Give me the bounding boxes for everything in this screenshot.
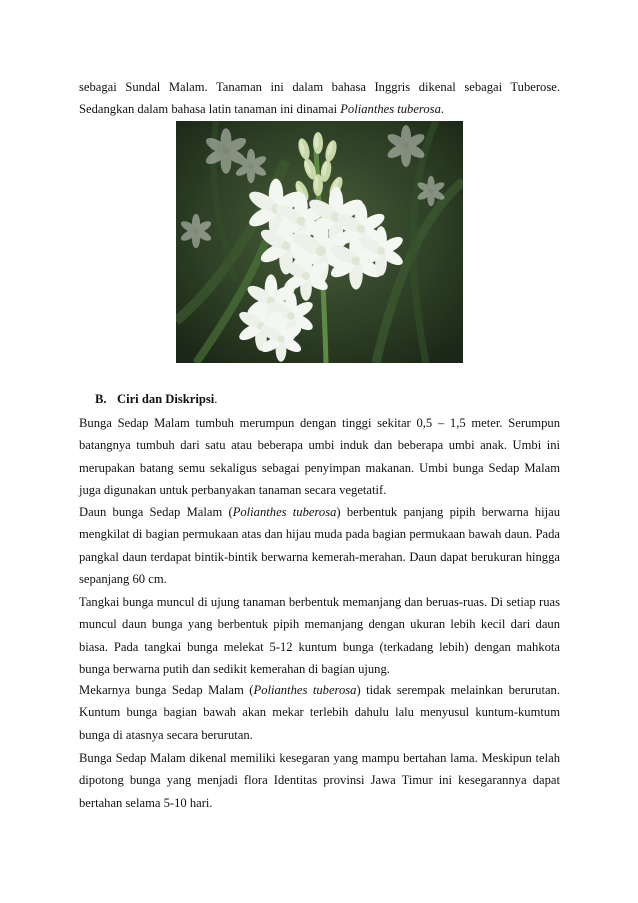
intro-paragraph xyxy=(79,76,560,121)
blooming-text-end: ) tidak serempak melainkan berurutan. Kuntum bunga bagian bawah akan mekar terlebih dahulu lalu menyusul kuntum-kumtum bunga di atasnya secara berurutan. xyxy=(79,683,560,742)
paragraph-growth: Bunga Sedap Malam tumbuh merumpun dengan tinggi sekitar 0,5 – 1,5 meter. Serumpun batangnya tumbuh dari satu atau beberapa umbi induk dan beberapa umbi anak. Umbi ini merupakan batang semu sekaligus sebagai penyimpan makanan. Umbi bunga Sedap Malam juga digunakan untuk perbanyakan tanaman secara vegetatif. xyxy=(79,416,560,498)
intro-text: sebagai Sundal Malam. Tanaman ini dalam bahasa Inggris dikenal sebagai Tuberose. Sedangkan dalam bahasa latin tanaman ini dinamai xyxy=(79,80,560,117)
paragraph-stalk: Tangkai bunga muncul di ujung tanaman berbentuk memanjang dan beruas-ruas. Di setiap ruas muncul daun bunga yang berbentuk pipih memanjang dengan ukuran lebih kecil dari daun biasa. Pada tangkai bunga melekat 5-12 kuntum bunga (terkadang lebih) dengan mahkota bunga berwarna putih dan sedikit kemerahan di bagian ujung. xyxy=(79,595,560,677)
section-heading xyxy=(95,388,217,410)
section-number: B. xyxy=(95,392,107,406)
tuberose-illustration xyxy=(176,121,463,363)
blooming-text-start: Mekarnya bunga Sedap Malam ( xyxy=(79,683,254,697)
paragraph-leaves xyxy=(79,501,560,591)
section-title-end: . xyxy=(214,392,218,406)
blooming-latin-name: Polianthes tuberosa xyxy=(253,683,357,697)
tuberose-photo xyxy=(176,121,463,363)
paragraph-freshness: Bunga Sedap Malam dikenal memiliki kesegaran yang mampu bertahan lama. Meskipun telah dipotong bunga yang menjadi flora Identitas provinsi Jawa Timur ini kesegarannya dapat bertahan selama 5-10 hari. xyxy=(79,751,560,810)
paragraph-blooming xyxy=(79,679,560,746)
leaves-text-start: Daun bunga Sedap Malam ( xyxy=(79,505,233,519)
intro-end: . xyxy=(440,102,445,117)
section-title: Ciri dan Diskripsi xyxy=(117,392,215,406)
leaves-text-end: ) berbentuk panjang pipih berwarna hijau mengkilat di bagian permukaan atas dan hijau muda pada bagian permukaan bawah daun. Pada pangkal daun terdapat bintik-bintik berwarna kemerah-merahan. Daun dapat berukuran hingga sepanjang 60 cm. xyxy=(79,505,560,587)
leaves-latin-name: Polianthes tuberosa xyxy=(232,505,337,519)
intro-latin-name: Polianthes tuberosa xyxy=(340,102,441,117)
